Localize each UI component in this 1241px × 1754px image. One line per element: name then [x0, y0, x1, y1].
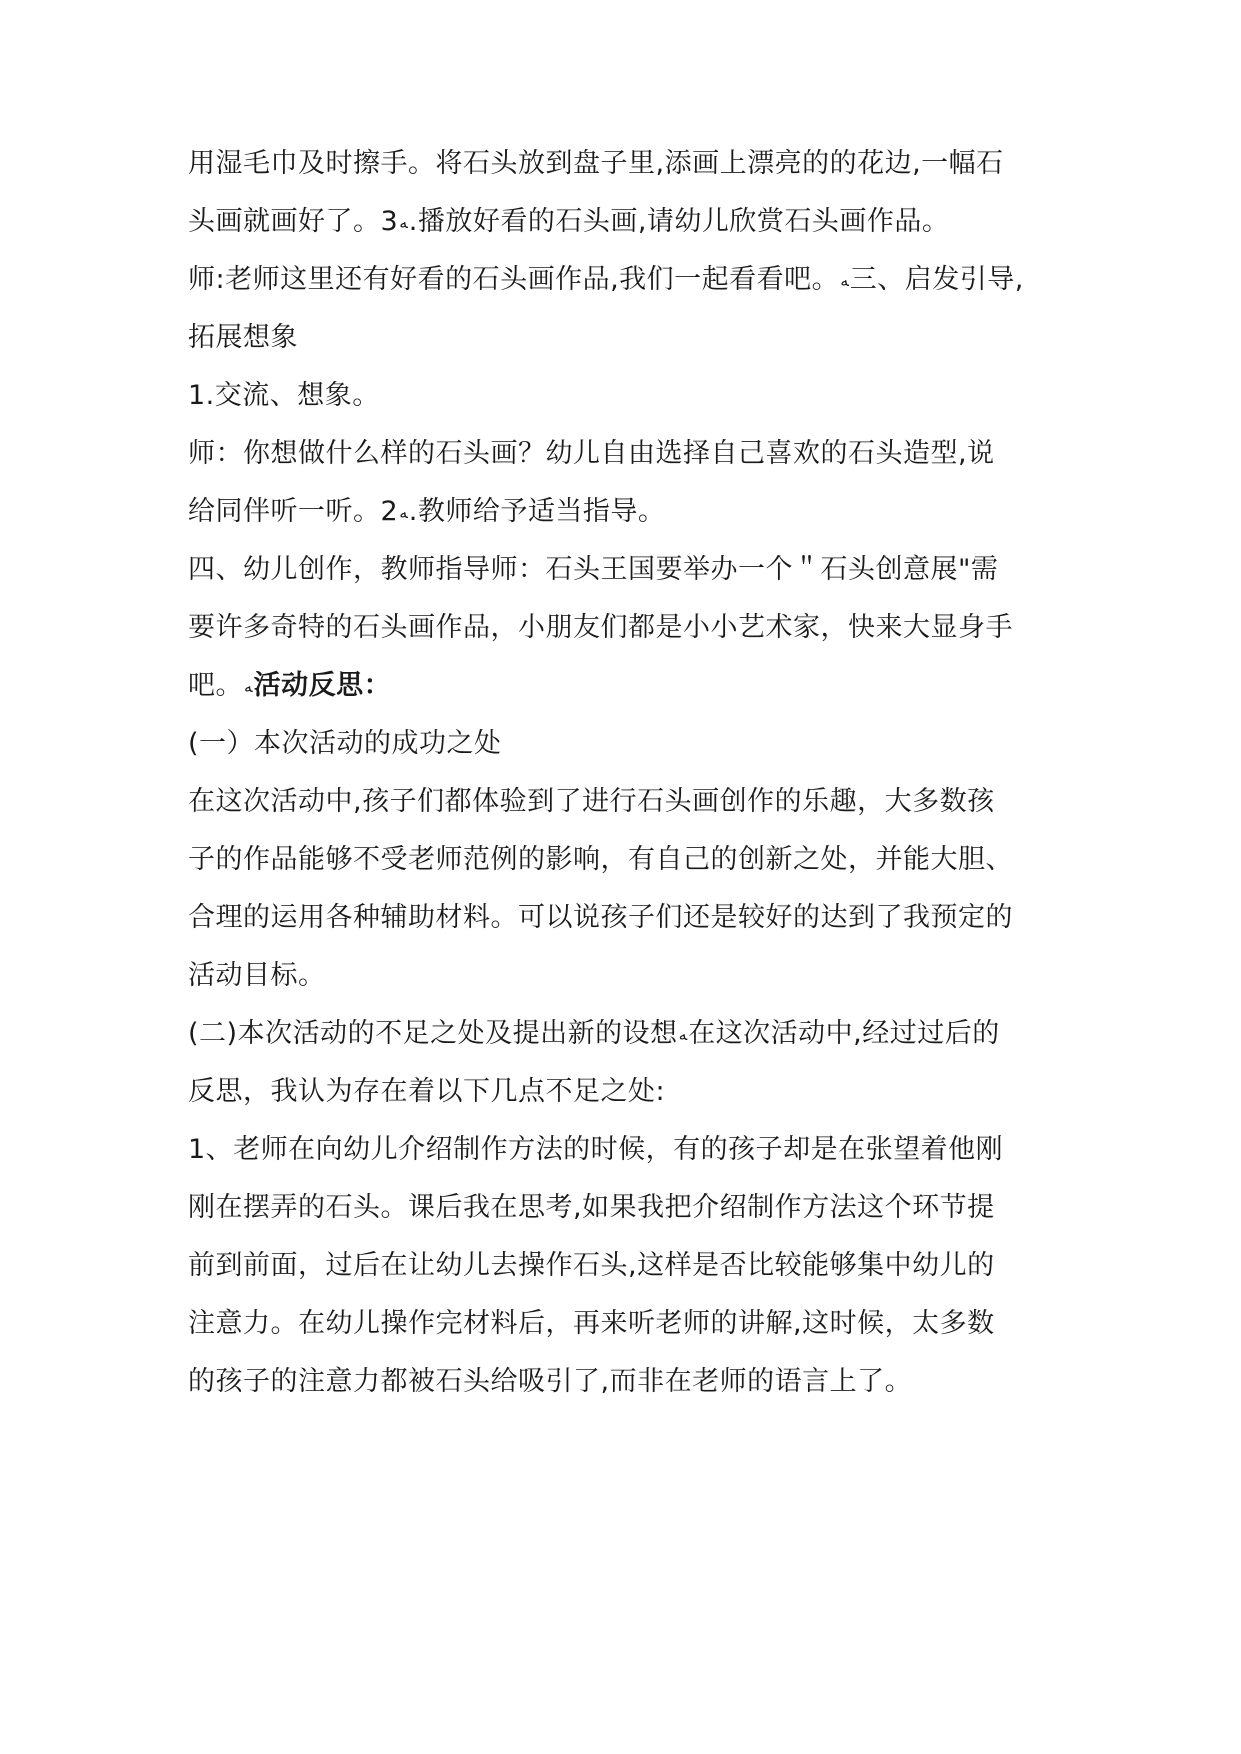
- line-text: 注意力。在幼儿操作完材料后，再来听老师的讲解,这时候，太多数: [188, 1308, 995, 1339]
- text-line: [188, 1014, 1068, 1055]
- line-text: 要许多奇特的石头画作品，小朋友们都是小小艺术家，快来大显身手: [188, 612, 1013, 643]
- text-line: [188, 608, 1068, 648]
- text-line: [188, 144, 1068, 184]
- line-text: 在这次活动中,孩子们都体验到了进行石头画创作的乐趣，大多数孩: [188, 786, 995, 817]
- line-text: 四、幼儿创作，教师指导师：石头王国要举办一个＂石头创意展"需: [188, 554, 999, 585]
- line-text: 拓展想象: [188, 322, 298, 353]
- line-text-start: (二)本次活动的不足之处及提出新的设想: [188, 1018, 678, 1049]
- line-text: 的孩子的注意力都被石头给吸引了,而非在老师的语言上了。: [188, 1366, 913, 1397]
- paragraph-mark-glyph: ﻪ: [399, 503, 408, 522]
- paragraph-mark-glyph: ﻪ: [840, 271, 849, 290]
- line-text-end: .教师给予适当指导。: [408, 496, 666, 527]
- line-text: (一）本次活动的成功之处: [188, 728, 502, 759]
- paragraph-mark-glyph: ﻪ: [244, 677, 253, 696]
- line-text: 前到前面，过后在让幼儿去操作石头,这样是否比较能够集中幼儿的: [188, 1250, 995, 1281]
- line-text: 反思，我认为存在着以下几点不足之处:: [188, 1076, 666, 1107]
- text-line: [188, 782, 1068, 822]
- text-line: [188, 202, 1068, 243]
- line-text: 师：你想做什么样的石头画？幼儿自由选择自己喜欢的石头造型,说: [188, 438, 995, 469]
- line-text-start: 给同伴听一听。2: [188, 496, 399, 527]
- text-line: [188, 1130, 1068, 1170]
- line-text: 合理的运用各种辅助材料。可以说孩子们还是较好的达到了我预定的: [188, 902, 1013, 933]
- text-line: [188, 666, 1068, 707]
- text-line: [188, 724, 1068, 764]
- line-text: 活动目标。: [188, 960, 326, 991]
- line-text-start: 师:老师这里还有好看的石头画作品,我们一起看看吧。: [188, 264, 840, 295]
- paragraph-mark-glyph: ﻪ: [399, 213, 408, 232]
- text-line: [188, 1072, 1068, 1112]
- text-line: [188, 1188, 1068, 1228]
- section-heading: 活动反思：: [253, 670, 392, 701]
- text-line: [188, 550, 1068, 590]
- line-text-start: 头画就画好了。3: [188, 206, 399, 237]
- text-line: [188, 1246, 1068, 1286]
- line-text-end: 在这次活动中,经过过后的: [688, 1018, 1000, 1049]
- line-text: 子的作品能够不受老师范例的影响，有自己的创新之处，并能大胆、: [188, 844, 1013, 875]
- text-line: [188, 260, 1068, 301]
- paragraph-mark-glyph: ﻪ: [678, 1025, 688, 1044]
- text-line: [188, 318, 1068, 358]
- text-line: [188, 434, 1068, 474]
- line-text: 用湿毛巾及时擦手。将石头放到盘子里,添画上漂亮的的花边,一幅石: [188, 148, 1004, 179]
- line-text-start: 吧。: [188, 670, 243, 701]
- line-text: 1.交流、想象。: [188, 380, 380, 411]
- line-text-end: 三、启发引导,: [849, 264, 1024, 295]
- text-line: [188, 376, 1068, 416]
- text-line: [188, 840, 1068, 880]
- text-line: [188, 898, 1068, 938]
- text-line: [188, 492, 1068, 533]
- text-line: [188, 956, 1068, 996]
- text-line: [188, 1304, 1068, 1344]
- line-text: 1、老师在向幼儿介绍制作方法的时候，有的孩子却是在张望着他刚: [188, 1134, 1004, 1165]
- line-text-end: .播放好看的石头画,请幼儿欣赏石头画作品。: [408, 206, 950, 237]
- text-line: [188, 1362, 1068, 1402]
- line-text: 刚在摆弄的石头。课后我在思考,如果我把介绍制作方法这个环节提: [188, 1192, 995, 1223]
